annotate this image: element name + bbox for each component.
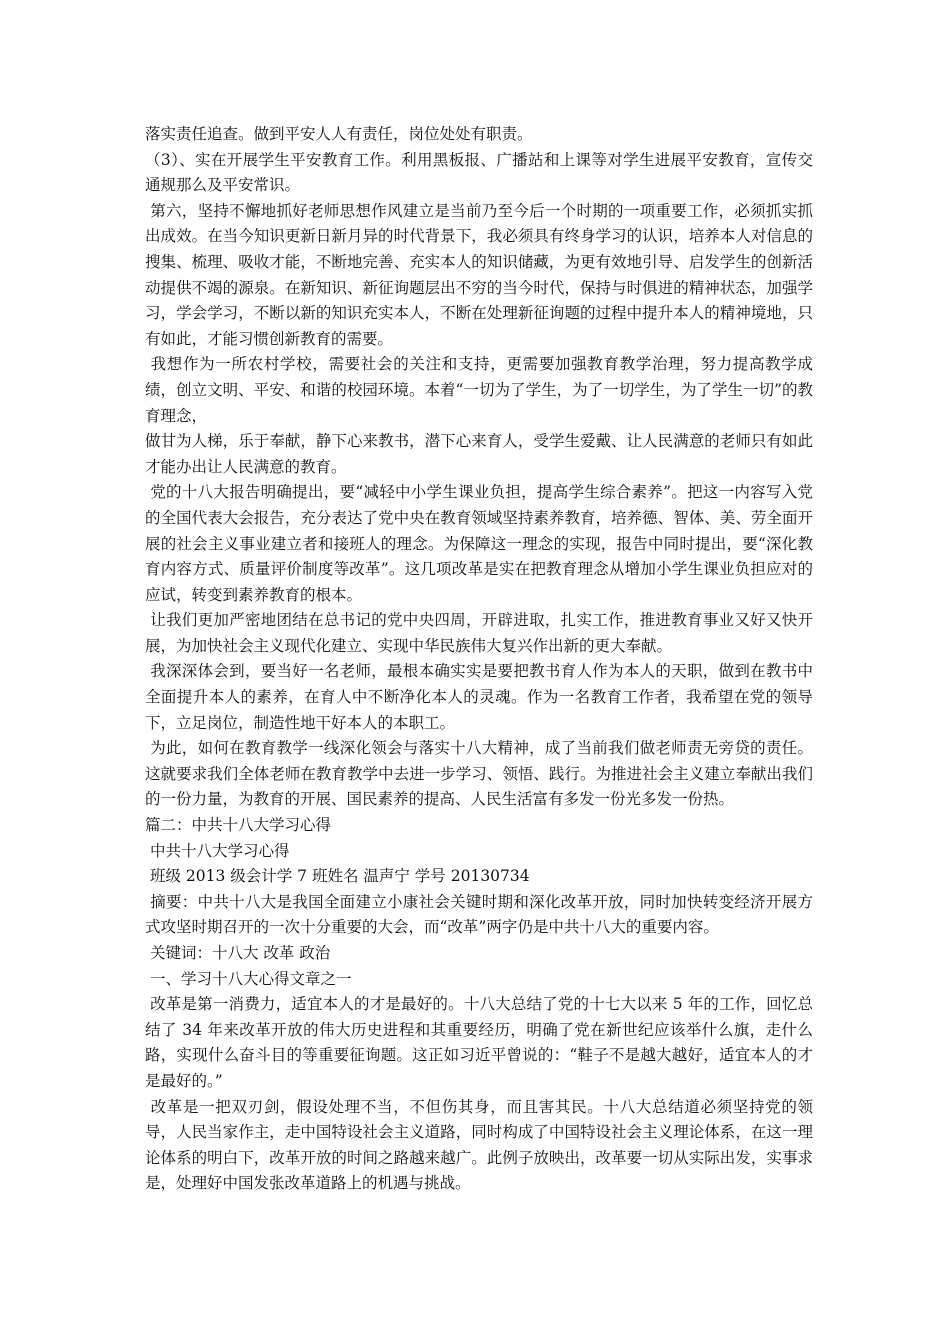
abstract: 摘要：中共十八大是我国全面建立小康社会关键时期和深化改革开放，同时加快转变经济开展方式攻坚时期召开的一次十分重要的大会，而“改革”两字仍是中共十八大的重要内容。: [145, 892, 813, 937]
author-info: 班级 2013 级会计学 7 班姓名 温声宁 学号 20130734: [145, 867, 530, 886]
document-body: [145, 122, 813, 1197]
subsection-heading: 一、学习十八大心得文章之一: [145, 969, 352, 988]
paragraph: 第六，坚持不懈地抓好老师思想作风建立是当前乃至今后一个时期的一项重要工作，必须抓实抓出成效。在当今知识更新日新月异的时代背景下，我必须具有终身学习的认识，培养本人对信息的搜集、梳理、吸收才能，不断地完善、充实本人的知识储藏，为更有效地引导、启发学生的创新活动提供不竭的源泉。在新知识、新征询题层出不穷的当今时代，保持与时俱进的精神状态，加强学习，学会学习，不断以新的知识充实本人，不断在处理新征询题的过程中提升本人的精神境地，只有如此，才能习惯创新教育的需要。: [145, 201, 813, 348]
paragraph: 改革是第一消费力，适宜本人的才是最好的。十八大总结了党的十七大以来 5 年的工作，回忆总结了 34 年来改革开放的伟大历史进程和其重要经历，明确了党在新世纪应该举什么旗，走什么路，实现什么奋斗目的等重要征询题。这正如习近平曾说的：“鞋子不是越大越好，适宜本人的才是最好的。”: [145, 995, 814, 1090]
article-title: 中共十八大学习心得: [145, 841, 290, 860]
keywords: 关键词：十八大 改革 政治: [145, 944, 331, 962]
paragraph: （3）、实在开展学生平安教育工作。利用黑板报、广播站和上课等对学生进展平安教育，宣传交通规那么及平安常识。: [145, 150, 813, 195]
paragraph: 我深深体会到，要当好一名老师，最根本确实实是要把教书育人作为本人的天职，做到在教书中全面提升本人的素养，在育人中不断净化本人的灵魂。作为一名教育工作者，我希望在党的领导下，立足岗位，制造性地干好本人的本职工。: [145, 662, 813, 732]
paragraph: 改革是一把双刃剑，假设处理不当，不但伤其身，而且害其民。十八大总结道必须坚持党的领导，人民当家作主，走中国特设社会主义道路，同时构成了中国特设社会主义理论体系，在这一理论体系的明白下，改革开放的时间之路越来越广。此例子放映出，改革要一切从实际出发，实事求是，处理好中国发张改革道路上的机遇与挑战。: [145, 1097, 813, 1193]
section-heading: 篇二：中共十八大学习心得: [145, 816, 332, 835]
paragraph: 党的十八大报告明确提出，要“减轻中小学生课业负担，提高学生综合素养”。把这一内容写入党的全国代表大会报告，充分表达了党中央在教育领域坚持素养教育，培养德、智体、美、劳全面开展的社会主义事业建立者和接班人的理念。为保障这一理念的实现，报告中同时提出，要“深化教育内容方式、质量评价制度等改革”。这几项改革是实在把教育理念从增加小学生课业负担应对的应试，转变到素养教育的根本。: [145, 483, 813, 604]
paragraph: 落实责任追查。做到平安人人有责任，岗位处处有职责。: [145, 125, 533, 143]
paragraph: 我想作为一所农村学校，需要社会的关注和支持，更需要加强教育教学治理，努力提高教学成绩，创立文明、平安、和谐的校园环境。本着“一切为了学生，为了一切学生，为了学生一切”的教育理念，: [145, 355, 813, 425]
paragraph: 让我们更加严密地团结在总书记的党中央四周，开辟进取，扎实工作，推进教育事业又好又快开展，为加快社会主义现代化建立、实现中华民族伟大复兴作出新的更大奉献。: [145, 611, 813, 655]
paragraph: 为此，如何在教育教学一线深化领会与落实十八大精神，成了当前我们做老师责无旁贷的责任。这就要求我们全体老师在教育教学中去进一步学习、领悟、践行。为推进社会主义建立奉献出我们的一份力量，为教育的开展、国民素养的提高、人民生活富有多发一份光多发一份热。: [145, 739, 813, 809]
paragraph: 做甘为人梯，乐于奉献，静下心来教书，潜下心来育人，受学生爱戴、让人民满意的老师只有如此才能办出让人民满意的教育。: [145, 432, 813, 476]
